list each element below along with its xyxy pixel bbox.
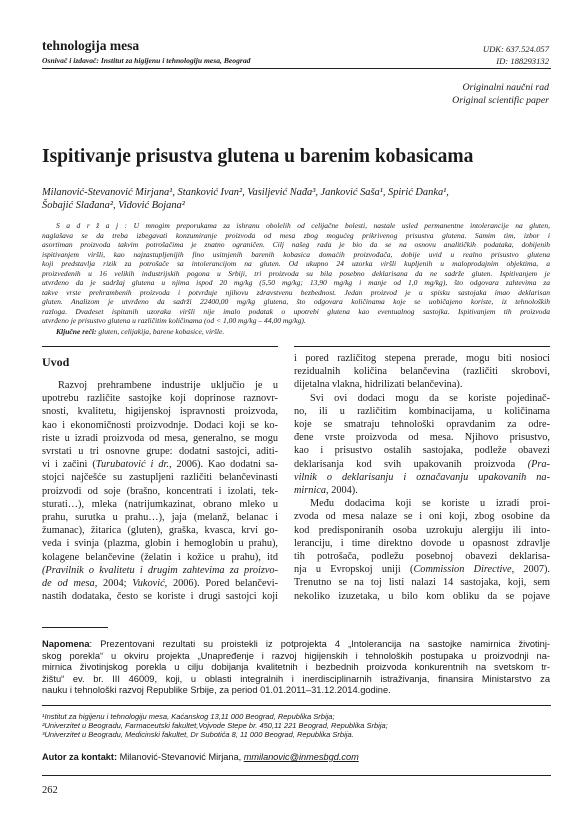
text-line: veda i svinja (plazma, globin i hemoglobin u prahu), bbox=[42, 538, 278, 550]
note-line: žištu“ ev. br. III 46009, koji, u oblasti integralnih i inerdisciplinarnih istraživanja, finansira Ministarstvo za bbox=[42, 673, 550, 684]
text-line: vi i začini (Turubatović i dr., 2006). Kao dodatni sa- bbox=[42, 459, 279, 471]
text-line: žumanac), žitarica (gluten), graška, kvasca, krvi go- bbox=[42, 525, 278, 537]
keywords-label: Ključne reči: bbox=[56, 326, 97, 336]
text-line: de od mesa, 2004; Vuković, 2006). Pored belančevi- bbox=[42, 578, 278, 590]
citation: Vuković bbox=[132, 578, 165, 590]
text-line: nastih dodataka, često se koriste i drugi sastojci koji bbox=[42, 591, 278, 603]
citation: Commission Directive bbox=[413, 564, 512, 576]
text-line: zvoda od mesa nalaze se i oni koji, zbog osobine da bbox=[294, 511, 550, 523]
text-line: kod predisponiranih osoba uzrokuju alergiju ili into- bbox=[294, 524, 550, 536]
text-line: no, ili u različitim kombinacijama, u količinama bbox=[294, 405, 550, 417]
abstract-line: asortiman proizvoda takvim potrošačima je znatno ograničen. Cilj našeg rada je bio da se na osnovu analitičkih podataka, dobijenih bbox=[42, 240, 550, 249]
text-line: nekoliko izuzetaka, u bilo kom obliku da se pojave bbox=[294, 590, 550, 602]
text-line: koje se smatraju tehnološki opravdanim za odre- bbox=[294, 419, 550, 431]
paper-type-sr: Originalni naučni rad bbox=[462, 82, 549, 93]
authors-line-2: Šobajić Slađana², Vidović Bojana² bbox=[42, 200, 185, 211]
text-line: svrstati u tri osnovne grupe: dodatni sastojci, aditi- bbox=[42, 446, 278, 458]
affiliation-item: ³Univerzitet u Beogradu, Medicinski fakultet, Dr Subotića 8, 11 000 Beograd, Republika Srbija. bbox=[42, 730, 354, 740]
abstract-line: utvrđeno je prisustvo glutena u različitim količinama (od < 1,00 mg/kg – 44,00 mg/kg). bbox=[42, 316, 306, 325]
text-line: leranciju, i time direktno dovode u opasnost zdravlje bbox=[294, 537, 550, 549]
section-rule-right bbox=[294, 346, 550, 347]
text-line: upotrebu različite sastojke koji doprinose raznovr- bbox=[42, 393, 278, 405]
header-rule bbox=[42, 68, 551, 69]
text-line: (Pravilnik o kvalitetu i drugim zahtevima za proizvo- bbox=[42, 564, 278, 576]
affiliation-item: ¹Institut za higijenu i tehnologiju mesa, Kaćanskog 13,11 000 Beograd, Republika Srbija; bbox=[42, 712, 335, 721]
note-line: skog porekla“ u okviru projekta „Unapređenje i razvoj higijenskih i tehnoloških postupaka u proizvodnji na- bbox=[42, 650, 550, 661]
text-line: Među dodacima koji se koriste u izradi proi- bbox=[310, 498, 550, 510]
abstract-label: S a d r ž a j : bbox=[56, 221, 128, 230]
journal-name: tehnologija mesa bbox=[42, 38, 140, 53]
right-column-text bbox=[294, 352, 550, 603]
section-heading-uvod: Uvod bbox=[42, 355, 70, 369]
text-line: prahu, surutka u prahu…), jaja (melanž, belanac i bbox=[42, 512, 278, 524]
note-label: Napomena bbox=[42, 639, 90, 649]
note-line: mirnica životinjskog porekla u cilju dobijanja kvalitetnih i bezbednih proizvoda konkurentnih na svetskom tr- bbox=[42, 662, 550, 673]
text-line: mirnica, 2004). bbox=[294, 485, 358, 497]
publisher-line: Osnivač i izdavač: Institut za higijenu i tehnologiju mesa, Beograd bbox=[42, 56, 251, 65]
abstract-line: gluten. Analizom je utvrđeno da sadrži 22400,00 mg/kg glutena, što odgovara količinama koje se uobičajeno koriste, iz tehnoloških bbox=[42, 297, 550, 306]
footer-rule bbox=[42, 775, 551, 776]
udk-code: UDK: 637.524.057 bbox=[482, 44, 549, 54]
citation: Turubatović i dr. bbox=[95, 459, 169, 471]
funding-note bbox=[42, 639, 550, 697]
section-rule-left bbox=[42, 346, 278, 347]
text-line: dijetalna vlakna, hidrilizati belančevina). bbox=[294, 379, 463, 391]
note-line: nauku i tehnološki razvoj Republike Srbije, za period 01.01.2011–31.12.2014.godine. bbox=[42, 685, 391, 696]
text-line: proizvodi od soje (brašno, koncentrati i izolati, tek- bbox=[42, 485, 278, 497]
paper-type-en: Original scientific paper bbox=[452, 95, 549, 106]
id-code: ID: 188293132 bbox=[496, 56, 549, 66]
text-line: kolagene belančevine (želatin i kožice u prahu), itd bbox=[42, 551, 278, 563]
abstract-line: koji predstavlja rizik za potrošače sa intolerancijom na gluten. Od ukupno 24 uzorka viršli kupljenih u maloprodajnim objektima, a bbox=[42, 259, 550, 268]
note-line: Napomena: Prezentovani rezultati su proistekli iz potprojekta 4 „Intolerancija na sastojke namirnica životinj- bbox=[42, 639, 550, 649]
text-line: Svi ovi dodaci mogu da se koriste pojedinač- bbox=[310, 392, 550, 404]
text-line: deklarisanja kod svih upakovanih proizvoda (Pra- bbox=[294, 458, 550, 470]
contact-email-link[interactable]: mmilanovic@inmesbgd.com bbox=[243, 752, 359, 762]
text-line: rezidualnih količina belančevina (različiti skrobovi, bbox=[294, 366, 550, 378]
abstract-line: naglašava se da treba izbegavati konzumiranje proizvoda od mesa zbog mogućeg prikrivenog prisustva glutena. Samim tim, izbor i bbox=[42, 230, 550, 240]
text-line: đene vrste proizvoda od mesa. Njihovo prisustvo, bbox=[294, 432, 550, 444]
abstract-line: ispitivanjem viršli, kao najzastupljenijih fino usitnjenih barenih kobasica domaćih proizvođača, dobije uvid u realno prisustvo glutena bbox=[42, 249, 550, 259]
affiliation-item: ²Univerzitet u Beogradu, Farmaceutski fakultet,Vojvode Stepe br. 450,11 221 Beograd, Republika Srbija; bbox=[42, 721, 388, 731]
contact-author bbox=[42, 752, 359, 762]
abstract-line: proizvedenih u 16 velikih industrijskih pogona u Srbiji, tri proizvoda su bila posebno deklarisana da ne sadrže gluten. Ispitivanjem je bbox=[42, 268, 550, 278]
text-line: vilnik o deklarisanju i označavanju upakovanih na- bbox=[294, 471, 550, 483]
authors bbox=[42, 186, 554, 212]
contact-name: Milanović-Stevanović Mirjana, bbox=[119, 752, 242, 762]
text-line: nja u Evropskoj uniji (Commission Directive, 2007). bbox=[294, 564, 551, 576]
text-line: riste u izradi proizvoda od mesa, generalno, se mogu bbox=[42, 432, 278, 444]
text-line: snosti, kvalitetu, higijenskoj ispravnosti proizvoda, bbox=[42, 406, 278, 418]
abstract-line: takve vrste prehrambenih proizvoda i potvrđuje njihovu zdravstvenu bezbednost. Jedan proizvod je u spisku sastojaka imao deklarisan bbox=[42, 287, 550, 297]
abstract-line: S a d r ž a j : U mnogim preporukama za ishranu obolelih od celijačne bolesti, nastale usled permanentne intolerancije na gluten, bbox=[42, 221, 550, 231]
abstract-line: razloga. Dvadeset ispitanih uzoraka viršli nije imalo podatak o upotrebi glutena kao eventualnog sastojka. Ispitivanjem tih proizvoda bbox=[42, 306, 550, 316]
text-line: i pored različitog stepena prerade, mogu biti nosioci bbox=[294, 353, 550, 364]
text-line: tih potrošača, podležu posebnoj obavezi deklarisa- bbox=[294, 551, 550, 563]
text-line: Trenutno se na toj listi nalazi 14 sastojaka, koji, sem bbox=[294, 577, 550, 589]
keywords bbox=[42, 327, 550, 337]
text-line: sturati…), mleka (natrijumkazinat, obrano mleko u bbox=[42, 498, 278, 510]
paper-title: Ispitivanje prisustva glutena u barenim kobasicama bbox=[42, 146, 474, 167]
abstract bbox=[42, 221, 550, 336]
abstract-line: utvrđeno da je sadržaj glutena u njima ispod 20 mg/kg (5,50 mg/kg; 13,90 mg/kg i manje od 1,0 mg/kg), što odgovara zahtevima za bbox=[42, 278, 550, 287]
text-line: kao i prisustvo ostalih sastojaka, podleže obavezi bbox=[294, 445, 550, 457]
footnote-rule bbox=[42, 627, 108, 628]
page-number: 262 bbox=[42, 785, 58, 796]
text-line: Razvoj prehrambene industrije uključio je u bbox=[58, 380, 278, 391]
affiliations bbox=[42, 712, 550, 740]
left-column-text bbox=[42, 379, 278, 603]
contact-label: Autor za kontakt: bbox=[42, 752, 118, 762]
text-line: stojci najčešće su zastupljeni različiti belančevinasti bbox=[42, 472, 278, 484]
affiliation-rule bbox=[42, 705, 551, 706]
authors-line-1: Milanović-Stevanović Mirjana¹, Stanković Ivan², Vasiljević Nađa³, Janković Saša¹, Spirić Danka¹, bbox=[42, 187, 449, 198]
keywords-text: gluten, celijakija, barene kobasice, viršle. bbox=[98, 326, 225, 336]
text-line: kao i ekonomičnosti proizvodnje. Dodaci koji se ko- bbox=[42, 419, 278, 431]
